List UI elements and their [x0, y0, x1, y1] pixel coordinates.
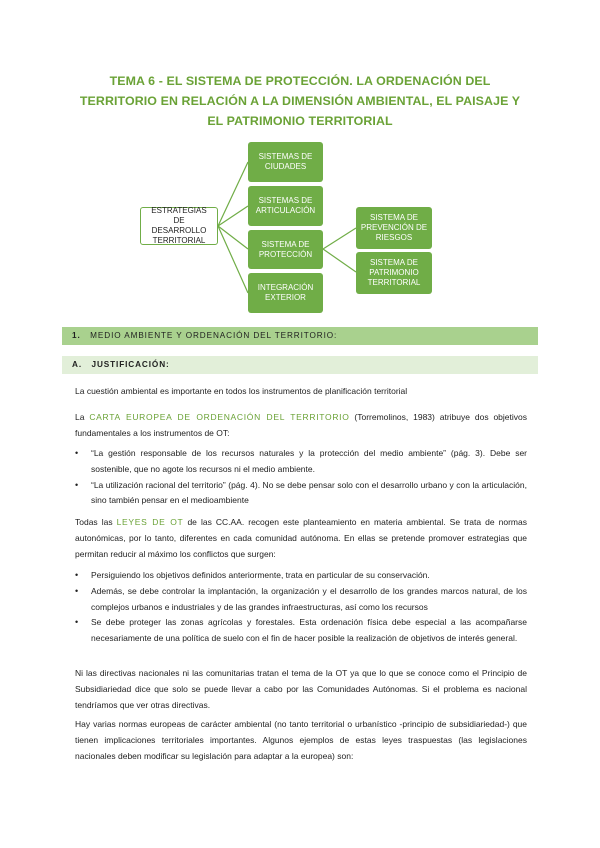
connector-riesgos [323, 228, 356, 249]
list-item: • Se debe proteger las zonas agrícolas y forestales. Esta ordenación física debe especial a las acompañarse necesariamente de una política de suelo con el fin de hacer posible la realización de objetivos de interés general. [75, 617, 527, 644]
carta-europea-highlight: CARTA EUROPEA DE ORDENACIÓN DEL TERRITORIO [89, 412, 350, 422]
paragraph-3 [75, 515, 527, 562]
paragraph-5: Hay varias normas europeas de carácter ambiental (no tanto territorial o urbanístico -principio de subsidiariedad-) que tienen implicaciones territoriales importantes. Algunos ejemplos de estas leyes traspuestas (las legislaciones nacionales deben modificar su legislación para adaptar a la europea) son: [75, 719, 527, 761]
diagram-branch-articulacion: SISTEMAS DE ARTICULACIÓN [248, 186, 323, 226]
section-1-number: 1. [72, 331, 81, 340]
paragraph-2-lead: La [75, 412, 90, 422]
section-1-heading [62, 327, 538, 345]
bullet-icon: • [75, 479, 79, 490]
paragraph-1: La cuestión ambiental es importante en todos los instrumentos de planificación territorial [75, 386, 408, 396]
paragraph-2-rest: (Torremolinos, 1983) atribuye dos objetivos fundamentales a los instrumentos de OT: [75, 412, 527, 438]
title-line-1: TEMA 6 - EL SISTEMA DE PROTECCIÓN. LA ORDENACIÓN DEL [109, 74, 491, 88]
leyes-ot-highlight: LEYES DE OT [116, 517, 184, 527]
list-item: • Además, se debe controlar la implantación, la organización y el desarrollo de los grandes marcos natural, de los complejos urbanos e industriales y de las grandes infraestructuras, así como los recursos [75, 585, 527, 612]
section-a-heading [62, 356, 538, 374]
title-line-2: TERRITORIO EN RELACIÓN A LA DIMENSIÓN AMBIENTAL, EL PAISAJE Y [79, 94, 521, 108]
bullet-icon: • [75, 585, 79, 596]
bullet-icon: • [75, 617, 79, 628]
list-item: • “La gestión responsable de los recursos naturales y la protección del medio ambiente” (pág. 3). Debe ser sostenible, que no agote los recursos ni el medio ambiente. [75, 448, 527, 474]
strategies-list [75, 568, 527, 647]
section-1-title: MEDIO AMBIENTE Y ORDENACIÓN DEL TERRITORIO: [90, 331, 338, 340]
paragraph-3-rest: de las CC.AA. recogen este planteamiento en materia ambiental. Se trata de normas autonómicas, por lo tanto, diferentes en cada comunidad autónoma. En ellas se pretende promover estrategias que permitan reducir al máximo los conflictos que surgen: [75, 517, 527, 559]
diagram-root-box: ESTRATEGIAS DE DESARROLLO TERRITORIAL [140, 207, 218, 245]
diagram-branch-proteccion: SISTEMA DE PROTECCIÓN [248, 230, 323, 269]
diagram-sub-patrimonio: SISTEMA DE PATRIMONIO TERRITORIAL [356, 252, 432, 294]
section-a-letter: A. [72, 360, 82, 369]
paragraph-3-lead: Todas las [75, 517, 117, 527]
strategy-diagram [0, 0, 600, 330]
title-line-3: EL PATRIMONIO TERRITORIAL [207, 114, 393, 128]
connector-patrimonio [323, 249, 356, 272]
list-item: • “La utilización racional del territorio” (pág. 4). No se debe pensar solo con el desarrollo urbano y con la articulación, sino también pensar en el medioambiente [75, 479, 527, 506]
diagram-sub-riesgos: SISTEMA DE PREVENCIÓN DE RIESGOS [356, 207, 432, 249]
objectives-list [75, 446, 527, 509]
section-a-title: JUSTIFICACIÓN: [91, 360, 170, 369]
diagram-branch-integracion: INTEGRACIÓN EXTERIOR [248, 273, 323, 313]
bullet-icon: • [75, 448, 79, 458]
paragraph-4: Ni las directivas nacionales ni las comunitarias tratan el tema de la OT ya que lo que se conoce como el Principio de Subsidiariedad dice que solo se puede llevar a cabo por las Comunidades Autónomas. Si el problema es nacional tendríamos que ver otras directivas. [75, 668, 527, 710]
paragraph-2 [75, 410, 527, 442]
diagram-branch-ciudades: SISTEMAS DE CIUDADES [248, 142, 323, 182]
connector-integracion [218, 226, 248, 293]
list-item: • Persiguiendo los objetivos definidos anteriormente, trata en particular de su conservación. [75, 568, 527, 584]
bullet-icon: • [75, 570, 79, 580]
